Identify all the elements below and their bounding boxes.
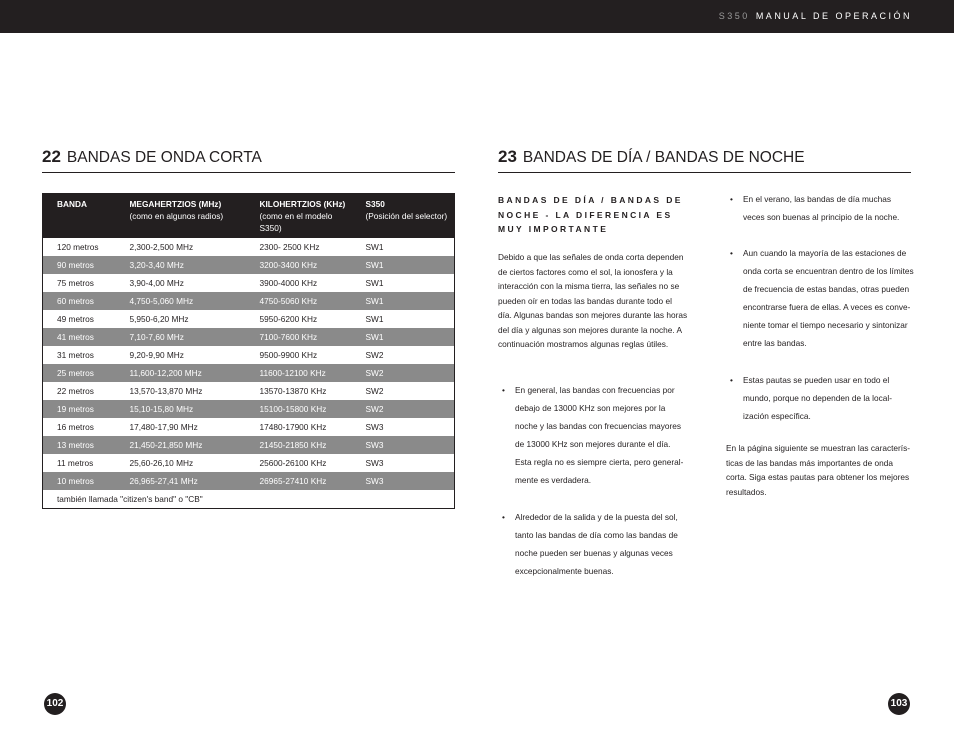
- table-cell: SW3: [352, 436, 455, 454]
- table-cell: 25600-26100 KHz: [259, 458, 327, 468]
- closing-paragraph: En la página siguiente se muestran las caracterís-ticas de las bandas más importantes de onda corta. Siga estas pautas para obtener los mejores resultados.: [726, 443, 911, 497]
- table-cell: SW1: [352, 328, 455, 346]
- header-title: MANUAL DE OPERACIÓN: [755, 11, 912, 21]
- section-title-text: BANDAS DE ONDA CORTA: [66, 149, 262, 166]
- running-header: [719, 11, 912, 21]
- table-cell: 7,10-7,60 MHz: [116, 328, 246, 346]
- section-23-title: [498, 147, 805, 167]
- bullet-item: • En el verano, las bandas de día muchas veces son buenas al principio de la noche.: [730, 190, 914, 226]
- col-header-mhz: MEGAHERTZIOS (MHz) (como en algunos radios): [116, 194, 246, 239]
- table-cell: 15100-15800 KHz: [246, 400, 352, 418]
- table-cell: SW1: [365, 278, 384, 288]
- bullet-dot: •: [730, 248, 733, 258]
- table-cell: 25,60-26,10 MHz: [129, 458, 194, 468]
- section-number: 23: [498, 147, 517, 166]
- table-cell: 21,450-21,850 MHz: [116, 436, 246, 454]
- table-cell: 21450-21850 KHz: [246, 436, 352, 454]
- table-cell: SW1: [365, 314, 384, 324]
- col-header-selector: S350 (Posición del selector): [352, 194, 455, 239]
- bullet-dot: •: [730, 375, 733, 385]
- table-cell: 11600-12100 KHz: [246, 364, 352, 382]
- table-row: [43, 310, 455, 328]
- table-cell: 41 metros: [43, 328, 116, 346]
- section-title-text: BANDAS DE DÍA / BANDAS DE NOCHE: [522, 149, 805, 166]
- table-cell: 25 metros: [43, 364, 116, 382]
- table-cell: 22 metros: [57, 386, 94, 396]
- table-cell: 90 metros: [43, 256, 116, 274]
- table-cell: SW2: [352, 400, 455, 418]
- table-row: [43, 472, 455, 490]
- table-cell: 60 metros: [43, 292, 116, 310]
- table-cell: 9500-9900 KHz: [259, 350, 318, 360]
- table-cell: SW1: [365, 242, 384, 252]
- table-cell: 19 metros: [43, 400, 116, 418]
- table-cell: SW1: [352, 292, 455, 310]
- bullet-item: • Alrededor de la salida y de la puesta del sol, tanto las bandas de día como las bandas de noche pueden ser buenas y algunas veces excepcionalmente buenas.: [502, 508, 686, 580]
- table-cell: 4750-5060 KHz: [246, 292, 352, 310]
- table-cell: SW3: [365, 422, 384, 432]
- table-cell: 13,570-13,870 MHz: [129, 386, 203, 396]
- table-cell: 13 metros: [43, 436, 116, 454]
- table-cell: 49 metros: [57, 314, 94, 324]
- table-footnote-row: [43, 490, 455, 509]
- table-cell: 11 metros: [57, 458, 94, 468]
- table-row: [43, 274, 455, 292]
- table-cell: 17480-17900 KHz: [259, 422, 327, 432]
- bullet-item: • Estas pautas se pueden usar en todo el mundo, porque no dependen de la local-ización específica.: [730, 371, 914, 425]
- page-number-right: 103: [888, 693, 910, 715]
- table-header-row: [43, 194, 455, 239]
- col-header-band: BANDA: [43, 194, 116, 239]
- section-rule: [42, 172, 455, 173]
- header-bar: [0, 0, 954, 33]
- bullet-dot: •: [502, 385, 505, 395]
- table-cell: 5950-6200 KHz: [259, 314, 318, 324]
- table-cell: 4,750-5,060 MHz: [116, 292, 246, 310]
- table-row: [43, 256, 455, 274]
- table-cell: 5,950-6,20 MHz: [129, 314, 189, 324]
- section-rule: [498, 172, 911, 173]
- col-header-khz: KILOHERTZIOS (KHz) (como en el modelo S350): [246, 194, 352, 239]
- shortwave-bands-table: [42, 193, 455, 509]
- table-cell: SW3: [365, 458, 384, 468]
- table-row: [43, 418, 455, 436]
- table-cell: 120 metros: [57, 242, 99, 252]
- table-cell: 3,20-3,40 MHz: [116, 256, 246, 274]
- table-cell: 13570-13870 KHz: [259, 386, 327, 396]
- table-footnote: también llamada "citizen's band" o "CB": [57, 494, 203, 504]
- table-cell: SW2: [365, 386, 384, 396]
- table-cell: 26,965-27,41 MHz: [116, 472, 246, 490]
- table-cell: 2300- 2500 KHz: [259, 242, 320, 252]
- bullet-item: • En general, las bandas con frecuencias por debajo de 13000 KHz son mejores por la noche y las bandas con frecuencias mayores de 13000 KHz son mejores durante el día. Esta regla no es siempre cierta, pero general-mente es verdadera.: [502, 381, 686, 489]
- table-cell: SW2: [352, 364, 455, 382]
- table-cell: SW2: [365, 350, 384, 360]
- table-cell: 11,600-12,200 MHz: [116, 364, 246, 382]
- table-cell: 9,20-9,90 MHz: [129, 350, 184, 360]
- table-row: [43, 436, 455, 454]
- table-row: [43, 346, 455, 364]
- bullet-dot: •: [730, 194, 733, 204]
- table-cell: 3900-4000 KHz: [259, 278, 318, 288]
- table-cell: 10 metros: [43, 472, 116, 490]
- table-cell: 26965-27410 KHz: [246, 472, 352, 490]
- table-row: [43, 238, 455, 256]
- table-cell: 31 metros: [57, 350, 94, 360]
- section-22-title: [42, 147, 262, 167]
- table-cell: 17,480-17,90 MHz: [129, 422, 198, 432]
- bullet-dot: •: [502, 512, 505, 522]
- intro-paragraph: Debido a que las señales de onda corta dependen de ciertos factores como el sol, la ionosfera y la interacción con la misma tierra, las señales no se pueden oír en todas las bandas durante todo el día. Algunas bandas son mejores durante las horas del día y algunas son mejores durante la noche. A continuación mostramos algunas reglas útiles.: [498, 252, 688, 349]
- table-row: [43, 292, 455, 310]
- table-cell: SW1: [352, 256, 455, 274]
- subheading: BANDAS DE DÍA / BANDAS DE NOCHE - LA DIFERENCIA ES MUY IMPORTANTE: [498, 195, 683, 234]
- table-row: [43, 454, 455, 472]
- section-number: 22: [42, 147, 61, 166]
- table-cell: 7100-7600 KHz: [246, 328, 352, 346]
- page-number-left: 102: [44, 693, 66, 715]
- table-cell: 15,10-15,80 MHz: [116, 400, 246, 418]
- table-row: [43, 328, 455, 346]
- table-row: [43, 382, 455, 400]
- table-cell: SW3: [352, 472, 455, 490]
- header-model: S350: [718, 11, 750, 21]
- bullet-item: • Aun cuando la mayoría de las estaciones de onda corta se encuentran dentro de los límites de frecuencia de estas bandas, otras pueden encontrarse fuera de ellas. A veces es conve-niente tomar el tiempo necesario y sintonizar entre las bandas.: [730, 244, 914, 352]
- table-cell: 2,300-2,500 MHz: [129, 242, 194, 252]
- table-cell: 3,90-4,00 MHz: [129, 278, 184, 288]
- table-cell: 75 metros: [57, 278, 94, 288]
- table-cell: 16 metros: [57, 422, 94, 432]
- table-cell: 3200-3400 KHz: [246, 256, 352, 274]
- table-row: [43, 364, 455, 382]
- table-row: [43, 400, 455, 418]
